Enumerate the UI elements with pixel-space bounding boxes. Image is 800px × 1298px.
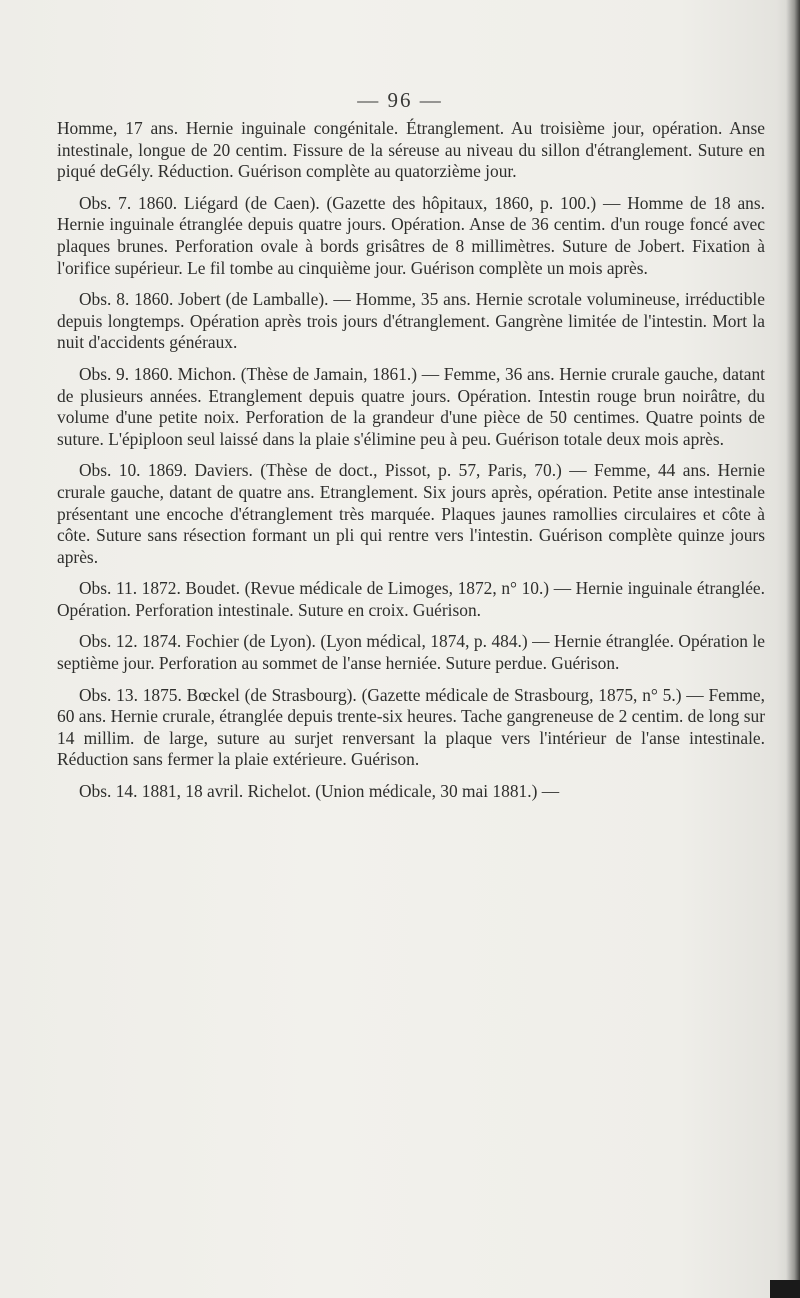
paragraph-obs-11: Obs. 11. 1872. Boudet. (Revue médicale de Limoges, 1872, n° 10.) — Hernie inguinale étranglée. Opération. Perforation intestinale. Suture en croix. Guérison.	[57, 578, 765, 620]
paragraph-obs-14: Obs. 14. 1881, 18 avril. Richelot. (Union médicale, 30 mai 1881.) —	[79, 781, 560, 802]
paragraph-obs-13: Obs. 13. 1875. Bœckel (de Strasbourg). (Gazette médicale de Strasbourg, 1875, n° 5.) — Femme, 60 ans. Hernie crurale, étranglée depuis trente-six heures. Tache gangreneuse de 2 centim. de long sur 14 millim. de large, suture au surjet renversant la plaque vers l'intérieur de l'anse intestinale. Réduction sans fermer la plaie extérieure. Guérison.	[57, 684, 765, 770]
page-edge-shadow	[786, 0, 800, 1298]
paragraph-obs-9: Obs. 9. 1860. Michon. (Thèse de Jamain, 1861.) — Femme, 36 ans. Hernie crurale gauche, datant de plusieurs années. Etranglement depuis quatre jours. Opération. Intestin rouge brun noirâtre, du volume d'une petite noix. Perforation de la grandeur d'une pièce de 50 centimes. Quatre points de suture. L'épiploon seul laissé dans la plaie s'élimine peu à peu. Guérison totale deux mois après.	[57, 363, 765, 449]
paragraph-obs-7: Obs. 7. 1860. Liégard (de Caen). (Gazette des hôpitaux, 1860, p. 100.) — Homme de 18 ans. Hernie inguinale étranglée depuis quatre jours. Opération. Anse de 36 centim. d'un rouge foncé avec plaques brunes. Perforation ovale à bords grisâtres de 8 millimètres. Suture de Jobert. Fixation à l'orifice supérieur. Le fil tombe au cinquième jour. Guérison complète un mois après.	[57, 192, 765, 278]
scan-corner-mark	[770, 1280, 800, 1298]
paragraph-obs-12: Obs. 12. 1874. Fochier (de Lyon). (Lyon médical, 1874, p. 484.) — Hernie étranglée. Opération le septième jour. Perforation au sommet de l'anse herniée. Suture perdue. Guérison.	[57, 631, 765, 674]
paragraph-continuation: Homme, 17 ans. Hernie inguinale congénitale. Étranglement. Au troisième jour, opération. Anse intestinale, longue de 20 centim. Fissure de la séreuse au niveau du sillon d'étranglement. Suture en piqué deGély. Réduction. Guérison complète au quatorzième jour.	[57, 118, 765, 182]
paragraph-obs-10: Obs. 10. 1869. Daviers. (Thèse de doct., Pissot, p. 57, Paris, 70.) — Femme, 44 ans. Hernie crurale gauche, datant de quatre ans. Etranglement. Six jours après, opération. Petite anse intestinale présentant une encoche d'étranglement très marquée. Plaques jaunes ramollies circulaires et côte à côte. Suture sans résection formant un pli qui rentre vers l'intestin. Guérison complète quinze jours après.	[57, 460, 765, 567]
paragraph-obs-8: Obs. 8. 1860. Jobert (de Lamballe). — Homme, 35 ans. Hernie scrotale volumineuse, irréductible depuis longtemps. Opération après trois jours d'étranglement. Gangrène limitée de l'intestin. Mort la nuit d'accidents généraux.	[57, 289, 765, 353]
text-body	[57, 118, 765, 803]
page-number: — 96 —	[357, 88, 443, 112]
